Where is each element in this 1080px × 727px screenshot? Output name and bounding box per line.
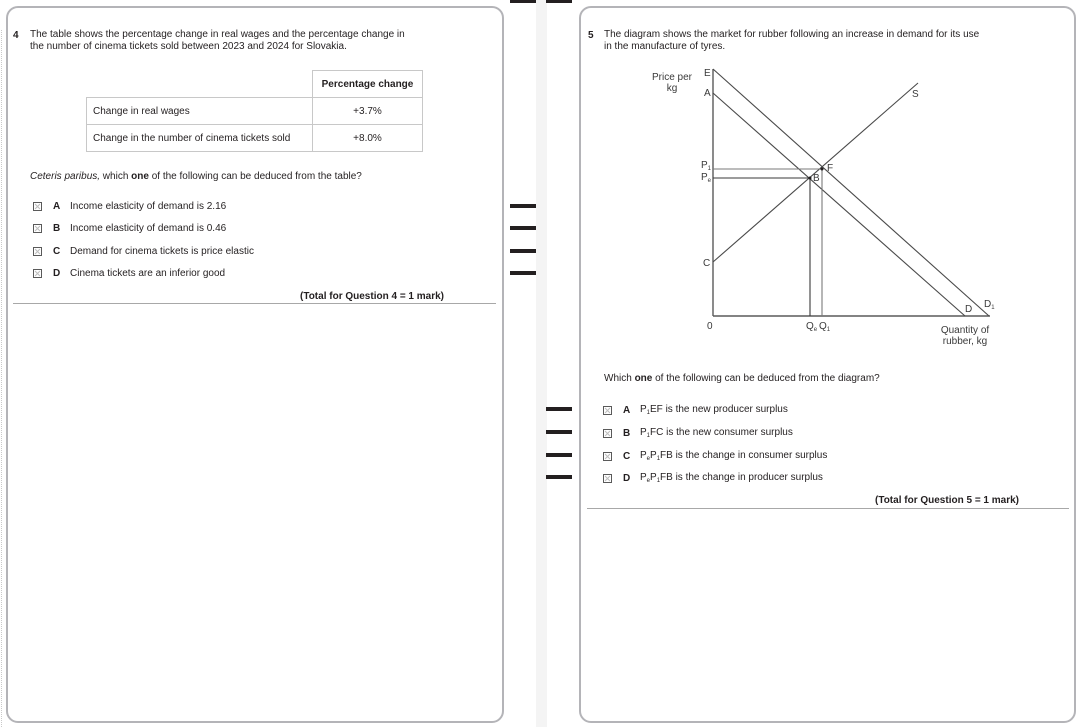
x-axis-label-line: Quantity of — [940, 325, 990, 336]
label-c: C — [703, 258, 711, 269]
stem-bold: one — [131, 171, 149, 182]
label-pe — [701, 172, 711, 187]
label-subscript: 1 — [991, 305, 995, 311]
stem-italic: Ceteris paribus, — [30, 171, 101, 182]
question-text-line: in the manufacture of tyres. — [604, 41, 726, 52]
question-text-line: the number of cinema tickets sold between 2023 and 2024 for Slovakia. — [30, 41, 347, 52]
option-text-body: FB is the change in producer surplus — [660, 472, 823, 483]
stem-bold: one — [634, 373, 653, 384]
label-b: B — [813, 173, 820, 184]
symbol-subscript: 1 — [646, 433, 651, 439]
option-letter: B — [623, 427, 631, 439]
option-text: Demand for cinema tickets is price elastic — [70, 245, 254, 257]
symbol-subscript: 1 — [656, 456, 661, 462]
option-text — [640, 472, 823, 484]
stem-text: which — [100, 171, 132, 182]
label-subscript: 1 — [707, 166, 712, 172]
symbol-subscript: 1 — [656, 478, 661, 484]
option-text-body: EF is the new producer surplus — [650, 404, 788, 415]
option-text-body: FC is the new consumer surplus — [650, 427, 793, 438]
label-text: P — [701, 172, 708, 183]
table-row-value: +8.0% — [313, 125, 423, 152]
option-text — [640, 404, 788, 416]
option-text: Income elasticity of demand is 0.46 — [70, 222, 227, 234]
table-row-label: Change in real wages — [87, 98, 313, 125]
question-total: (Total for Question 4 = 1 mark) — [300, 291, 445, 302]
label-origin: 0 — [707, 321, 713, 332]
label-f: F — [827, 163, 834, 174]
checkbox[interactable] — [603, 429, 612, 438]
table-row-value: +3.7% — [313, 98, 423, 125]
checkbox[interactable] — [603, 452, 612, 461]
label-d: D — [965, 304, 973, 315]
question-text-line: The diagram shows the market for rubber following an increase in demand for its use — [604, 29, 980, 40]
symbol-subscript: 1 — [646, 410, 651, 416]
option-text: Cinema tickets are an inferior good — [70, 267, 226, 279]
option-letter: B — [53, 222, 61, 234]
demand-curve-d1 — [713, 69, 992, 316]
option-letter: C — [53, 245, 61, 257]
stem-text: of the following can be deduced from the diagram? — [652, 373, 880, 384]
demand-curve-d — [713, 93, 965, 316]
question-number: 5 — [588, 30, 594, 41]
label-text: D — [984, 299, 992, 310]
question-divider — [587, 508, 1069, 509]
label-q1 — [819, 321, 830, 336]
point-f — [821, 168, 824, 171]
symbol: P — [640, 472, 647, 483]
option-letter: C — [623, 450, 631, 462]
option-text — [640, 450, 827, 462]
symbol: P — [650, 450, 657, 461]
x-axis-label-line: rubber, kg — [942, 336, 988, 347]
label-d1 — [984, 299, 995, 314]
option-text-body: FB is the change in consumer surplus — [660, 450, 828, 461]
label-s: S — [912, 89, 919, 100]
table-header-cell: Percentage change — [313, 71, 423, 98]
option-letter: D — [623, 472, 631, 484]
stem-text: Which — [604, 373, 635, 384]
option-a[interactable] — [603, 403, 788, 417]
label-e: E — [704, 68, 711, 79]
y-axis-label — [650, 72, 694, 94]
question-text-line: The table shows the percentage change in real wages and the percentage change in — [30, 29, 405, 40]
question-total: (Total for Question 5 = 1 mark) — [875, 495, 1020, 506]
symbol: P — [640, 404, 647, 415]
symbol-subscript: e — [646, 478, 651, 484]
point-b — [809, 177, 812, 180]
option-b[interactable] — [603, 426, 793, 440]
option-letter: A — [623, 404, 631, 416]
label-text: Q — [806, 321, 814, 332]
checkbox[interactable] — [603, 474, 612, 483]
symbol: P — [640, 427, 647, 438]
option-letter: D — [53, 267, 61, 279]
symbol: P — [640, 450, 647, 461]
symbol-subscript: e — [646, 456, 651, 462]
y-axis-label-line: Price per — [651, 72, 692, 83]
question-number: 4 — [13, 30, 19, 41]
label-text: Q — [819, 321, 827, 332]
question-stem — [604, 373, 880, 384]
option-text: Income elasticity of demand is 2.16 — [70, 200, 227, 212]
table-row-label: Change in the number of cinema tickets sold — [87, 125, 313, 152]
label-subscript: e — [813, 327, 818, 333]
label-qe — [806, 321, 817, 336]
symbol: P — [650, 472, 657, 483]
option-letter: A — [53, 200, 61, 212]
checkbox[interactable] — [603, 406, 612, 415]
x-axis-label — [936, 325, 994, 347]
y-axis-label-line: kg — [666, 83, 678, 94]
option-d[interactable] — [603, 471, 823, 485]
option-c[interactable] — [603, 449, 827, 463]
option-text — [640, 427, 793, 439]
label-a: A — [704, 88, 711, 99]
label-subscript: 1 — [826, 327, 831, 333]
label-text: P — [701, 160, 708, 171]
stem-text: of the following can be deduced from the table? — [148, 171, 362, 182]
label-subscript: e — [707, 178, 712, 184]
